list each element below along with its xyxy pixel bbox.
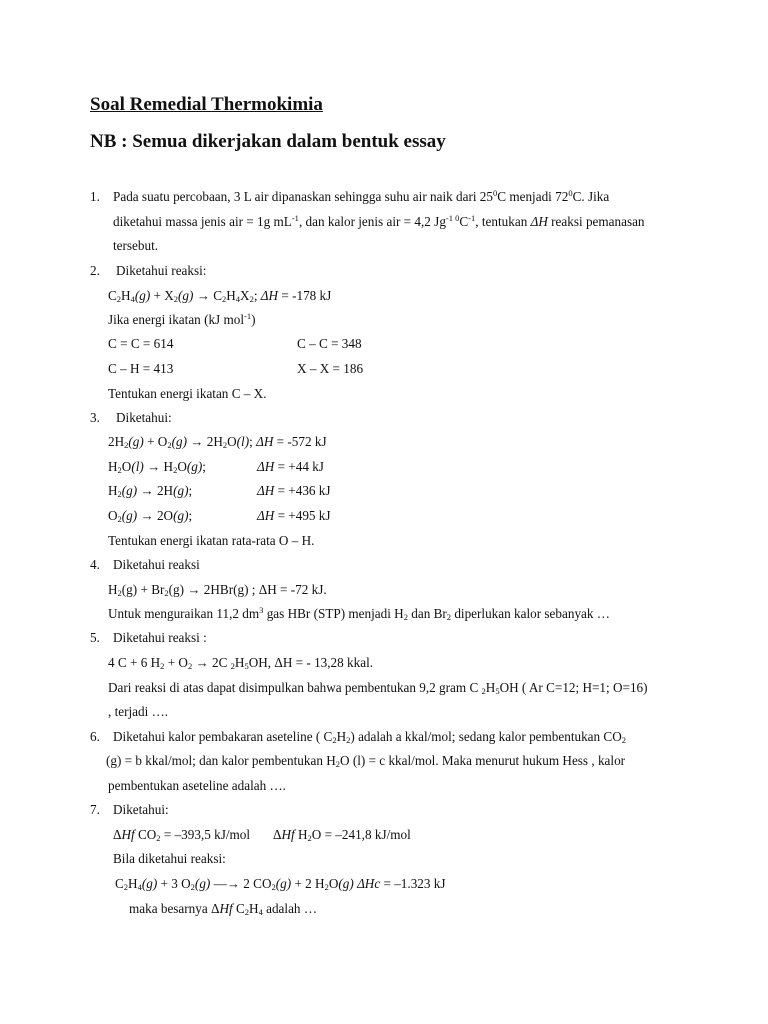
- bond-energy-ch: C – H = 413: [108, 361, 174, 376]
- question-3-reaction-4: $O_2(g) \to 2O(g)$;: [108, 508, 193, 524]
- question-6-line-1: Diketahui kalor pembakaran aseteline ( $C_2H_2$) adalah a kkal/mol; sedang kalor pembentukan $CO_2$: [113, 729, 626, 745]
- question-1-line-1: Pada suatu percobaan, 3 L air dipanaskan sehingga suhu air naik dari $25^0C$ menjadi $72^0C$. Jika: [113, 188, 610, 204]
- question-4-heading: Diketahui reaksi: [113, 557, 200, 572]
- question-7-hf-co2: ΔHf $CO_2 = -393,5$ kJ/mol: [113, 827, 251, 843]
- question-2-ask: Tentukan energi ikatan C – X.: [108, 386, 267, 401]
- question-5-line-2: , terjadi ….: [108, 704, 169, 719]
- question-1-line-3: tersebut.: [113, 238, 159, 253]
- question-3-reaction-1: $2H_2(g) + O_2(g) \to 2H_2O(l)$; ΔH = -572 kJ: [108, 434, 327, 450]
- question-6-line-3: pembentukan aseteline adalah ….: [108, 778, 286, 793]
- question-4-number: 4.: [90, 557, 100, 572]
- question-3-ask: Tentukan energi ikatan rata-rata O – H.: [108, 533, 315, 548]
- page-subtitle: NB : Semua dikerjakan dalam bentuk essay: [90, 131, 446, 152]
- bond-energy-xx: X – X = 186: [297, 361, 364, 376]
- question-7-hf-h2o: ΔHf $H_2O = -241,8$ kJ/mol: [273, 827, 411, 843]
- question-7-heading-2: Bila diketahui reaksi:: [113, 851, 226, 866]
- question-5-equation: 4 C + 6 $H_2 + O_2 \to 2C$ $_2H_5OH$, ΔH = - 13,28 kkal.: [108, 655, 374, 671]
- question-4-equation: $H_2(g) + Br_2(g) \to 2HBr(g)$ ; ΔH = -72 kJ.: [108, 582, 327, 598]
- question-7-equation: $C_2H_4(g) + 3$ $O_2(g)$ —→ 2 $CO_2(g) + 2$ $H_2O(g) \Delta Hc = -1.323$ kJ: [115, 876, 446, 892]
- question-6-line-2: (g) = b kkal/mol; dan kalor pembentukan $H_2O$ (l) = c kkal/mol. Maka menurut hukum Hess , kalor: [106, 753, 626, 769]
- question-2-equation: $C_2H_4(g) + X_2(g) \to C_2H_4X_2$; ΔH = -178 kJ: [108, 288, 332, 304]
- page-title: Soal Remedial Thermokimia: [90, 94, 323, 115]
- question-7-ask: maka besarnya ΔHf $C_2H_4$ adalah …: [129, 901, 318, 917]
- question-5-line-1: Dari reaksi di atas dapat disimpulkan bahwa pembentukan 9,2 gram C $_2H_5OH$ ( Ar C=12; H=1; O=16): [108, 680, 648, 696]
- question-1-number: 1.: [90, 189, 100, 204]
- question-3-reaction-3: $H_2(g) \to 2H(g)$;: [108, 483, 193, 499]
- question-3-number: 3.: [90, 410, 100, 425]
- question-3-reaction-2-dh: ΔH = +44 kJ: [257, 459, 324, 474]
- question-6-number: 6.: [90, 729, 100, 744]
- question-3-reaction-3-dh: ΔH = +436 kJ: [257, 483, 331, 498]
- question-7-heading: Diketahui:: [113, 802, 169, 817]
- question-3-heading: Diketahui:: [116, 410, 172, 425]
- question-2-number: 2.: [90, 263, 100, 278]
- question-2-energy-heading: Jika energi ikatan (kJ mol$^{-1}$): [108, 311, 256, 327]
- question-1-line-2: diketahui massa jenis air = 1g $mL^{-1}$, dan kalor jenis air = 4,2 $Jg^{-1 0}C^{-1}$, tentukan ΔH reaksi pemanasan: [113, 213, 645, 229]
- bond-energy-cc-single: C – C = 348: [297, 336, 362, 351]
- question-2-heading: Diketahui reaksi:: [116, 263, 207, 278]
- question-3-reaction-4-dh: ΔH = +495 kJ: [257, 508, 331, 523]
- question-3-reaction-2: $H_2O(l) \to H_2O(g)$;: [108, 459, 206, 475]
- question-5-heading: Diketahui reaksi :: [113, 630, 207, 645]
- bond-energy-cc-double: C = C = 614: [108, 336, 174, 351]
- question-5-number: 5.: [90, 630, 100, 645]
- question-7-number: 7.: [90, 802, 100, 817]
- question-4-ask: Untuk menguraikan 11,2 $dm^3$ gas HBr (STP) menjadi $H_2$ dan $Br_2$ diperlukan kalor sebanyak …: [108, 605, 610, 622]
